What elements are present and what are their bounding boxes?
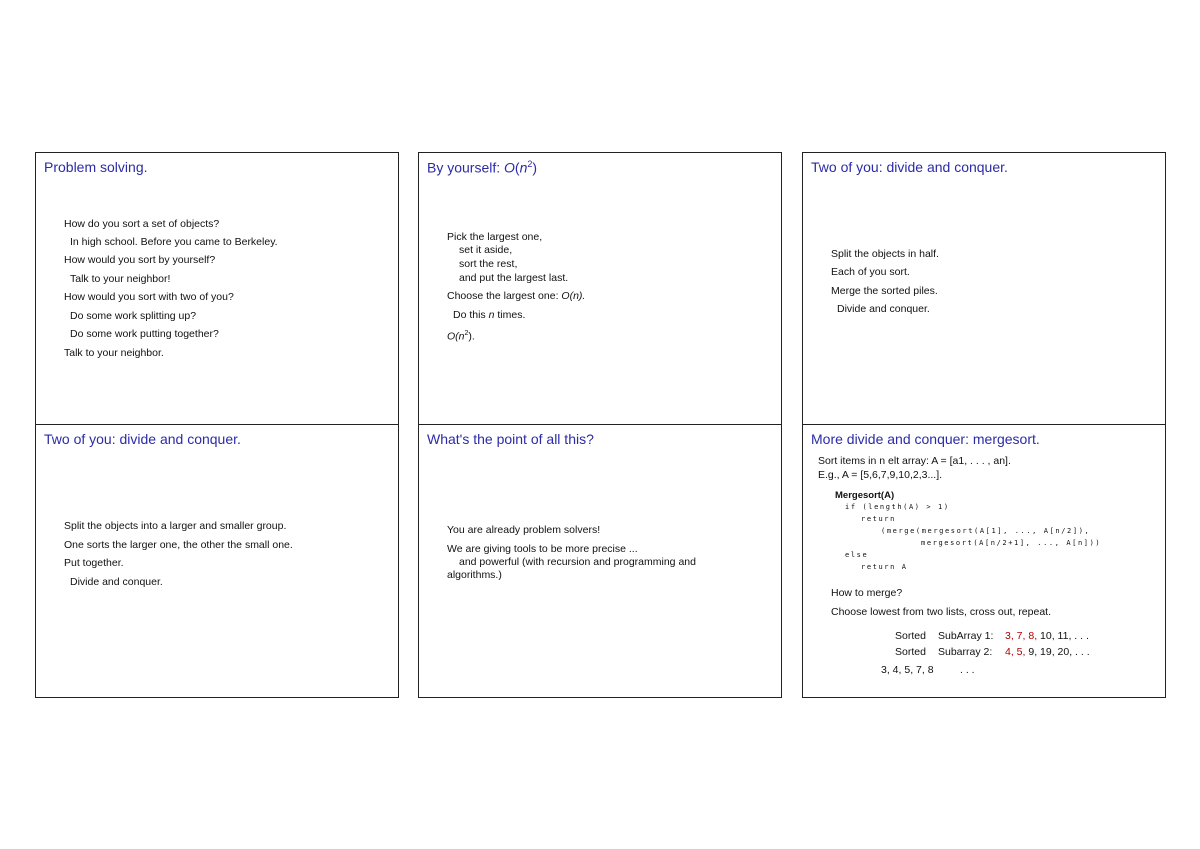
subarray-label: SubArray 1: bbox=[938, 630, 994, 642]
text-line: set it aside, bbox=[459, 244, 513, 256]
subarray-values bbox=[1005, 630, 1089, 643]
text-line bbox=[453, 309, 525, 322]
code-header: Mergesort(A) bbox=[835, 490, 895, 501]
text-line: How would you sort with two of you? bbox=[64, 291, 234, 303]
text-line: How do you sort a set of objects? bbox=[64, 218, 220, 230]
slide-point-of-this bbox=[418, 424, 782, 698]
text-line: You are already problem solvers! bbox=[447, 524, 601, 536]
text-line: Do some work putting together? bbox=[70, 328, 219, 340]
code-line: if (length(A) > 1) bbox=[845, 503, 950, 511]
text-line: algorithms.) bbox=[447, 569, 502, 581]
o-close: ) bbox=[468, 330, 472, 343]
text-line: and powerful (with recursion and programming and bbox=[459, 556, 696, 568]
text-line: and put the largest last. bbox=[459, 272, 569, 284]
sorted-label: Sorted bbox=[895, 630, 926, 642]
crossed-values: 4, 5, bbox=[1005, 646, 1026, 658]
slide-title: Problem solving. bbox=[44, 159, 148, 175]
title-paren: ) bbox=[532, 159, 538, 176]
title-text: By yourself: bbox=[427, 159, 505, 176]
slide-title: More divide and conquer: mergesort. bbox=[811, 431, 1040, 447]
slide-title bbox=[427, 159, 537, 176]
code-line: mergesort(A[n/2+1], ..., A[n])) bbox=[921, 539, 1102, 547]
text-line: We are giving tools to be more precise ... bbox=[447, 543, 638, 555]
do-text: Do this bbox=[453, 309, 489, 321]
o-dot: . bbox=[471, 330, 475, 343]
code-line: else bbox=[845, 551, 869, 559]
do-n: n bbox=[488, 309, 495, 321]
text-line: Split the objects in half. bbox=[831, 248, 939, 260]
o-exp: 2 bbox=[464, 330, 469, 337]
title-paren: ( bbox=[514, 159, 520, 176]
slide-mergesort bbox=[802, 424, 1166, 698]
sort-items-line: Sort items in n elt array: A = [a1, . . . , an]. bbox=[818, 455, 1011, 467]
choose-text: Choose the largest one: bbox=[447, 290, 562, 302]
text-line: Divide and conquer. bbox=[70, 576, 163, 588]
text-line bbox=[447, 290, 585, 303]
code-line: (merge(mergesort(A[1], ..., A[n/2]), bbox=[881, 527, 1091, 535]
text-line: One sorts the larger one, the other the small one. bbox=[64, 539, 293, 551]
text-line: How to merge? bbox=[831, 587, 903, 599]
code-line: return bbox=[861, 515, 896, 523]
text-line: Do some work splitting up? bbox=[70, 310, 197, 322]
title-o: O bbox=[504, 159, 515, 176]
subarray-label: Subarray 2: bbox=[938, 646, 993, 658]
slide-problem-solving bbox=[35, 152, 399, 425]
text-line bbox=[447, 327, 475, 344]
slide-title: Two of you: divide and conquer. bbox=[44, 431, 241, 447]
subarray-values bbox=[1005, 646, 1090, 659]
slide-title: What's the point of all this? bbox=[427, 431, 594, 447]
code-line: return A bbox=[861, 563, 908, 571]
text-line: Choose lowest from two lists, cross out, repeat. bbox=[831, 606, 1052, 618]
text-line: Put together. bbox=[64, 557, 124, 569]
text-line: Pick the largest one, bbox=[447, 231, 543, 243]
o-n2: O(n bbox=[447, 330, 465, 343]
text-line: Talk to your neighbor! bbox=[70, 273, 171, 285]
text-line: Divide and conquer. bbox=[837, 303, 930, 315]
merged-values: 3, 4, 5, 7, 8 bbox=[881, 664, 934, 676]
sorted-label: Sorted bbox=[895, 646, 926, 658]
text-line: How would you sort by yourself? bbox=[64, 254, 216, 266]
slide-divide-conquer-2 bbox=[35, 424, 399, 698]
text-line: Merge the sorted piles. bbox=[831, 285, 938, 297]
slide-title: Two of you: divide and conquer. bbox=[811, 159, 1008, 175]
example-line: E.g., A = [5,6,7,9,10,2,3...]. bbox=[818, 469, 943, 481]
text-line: Talk to your neighbor. bbox=[64, 347, 164, 359]
text-line: Split the objects into a larger and smaller group. bbox=[64, 520, 287, 532]
text-line: In high school. Before you came to Berkeley. bbox=[70, 236, 278, 248]
slide-by-yourself bbox=[418, 152, 782, 425]
merged-ellipsis: . . . bbox=[960, 664, 975, 676]
title-exp: 2 bbox=[527, 159, 533, 169]
title-n: n bbox=[519, 159, 528, 176]
remaining-values: 9, 19, 20, . . . bbox=[1028, 646, 1090, 658]
slide-divide-conquer-1 bbox=[802, 152, 1166, 425]
crossed-values: 3, 7, 8, bbox=[1005, 630, 1038, 642]
text-line: sort the rest, bbox=[459, 258, 518, 270]
text-line: Each of you sort. bbox=[831, 266, 910, 278]
do-rest: times. bbox=[494, 309, 526, 321]
choose-complexity: O(n). bbox=[561, 290, 586, 302]
remaining-values: 10, 11, . . . bbox=[1040, 630, 1089, 642]
